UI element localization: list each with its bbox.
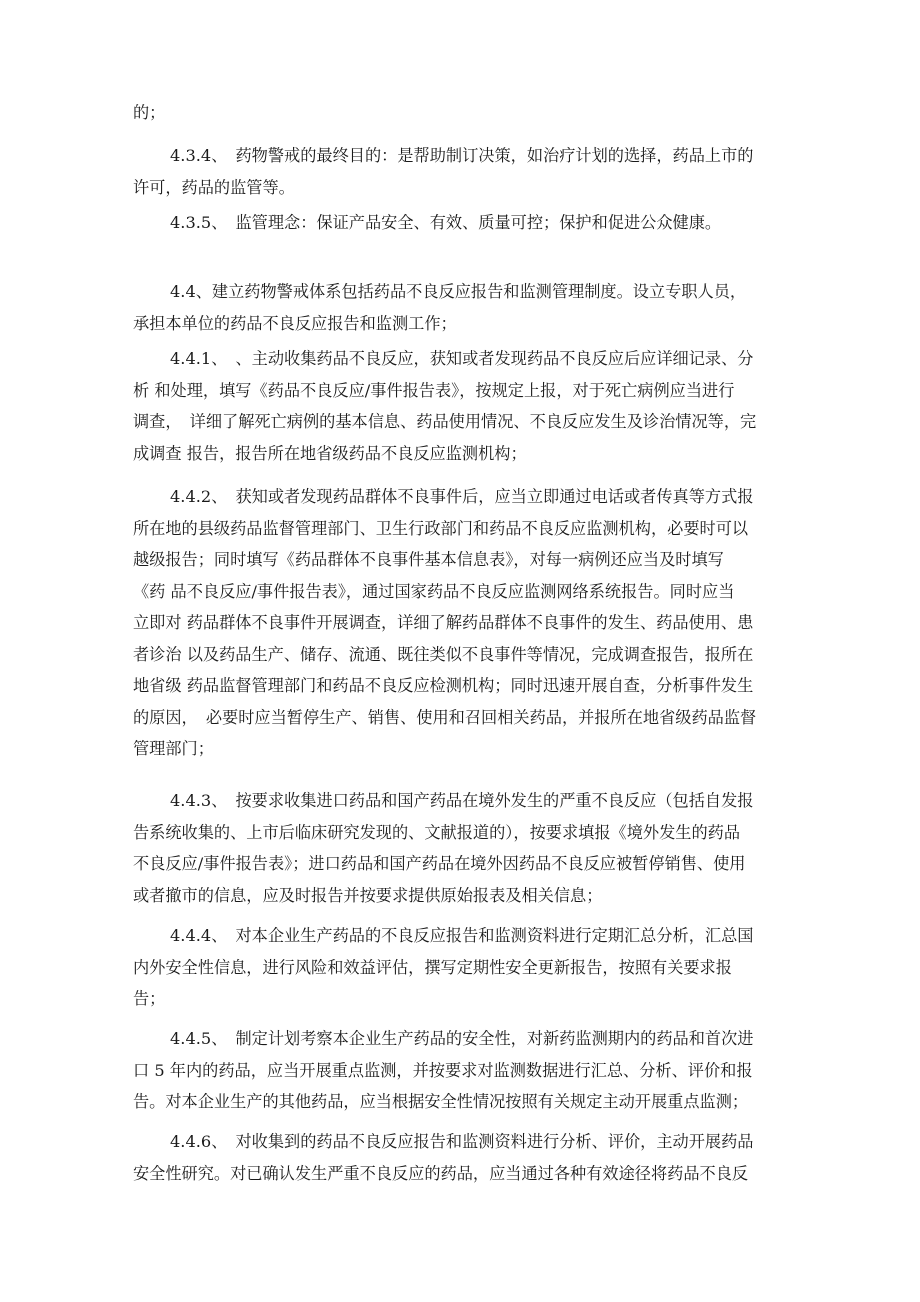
paragraph-4-4-3 [133, 785, 920, 911]
text-line: 告系统收集的、上市后临床研究发现的、文献报道的），按要求填报《境外发生的药品 [133, 822, 741, 842]
text-line: 成调查 报告，报告所在地省级药品不良反应监测机构； [133, 443, 527, 463]
text-line: 告。对本企业生产的其他药品，应当根据安全性情况按照有关规定主动开展重点监测； [133, 1092, 749, 1111]
text-line: 4.4.1、 、主动收集药品不良反应，获知或者发现药品不良反应后应详细记录、分 [170, 349, 754, 368]
text-line: 4.4.4、 对本企业生产药品的不良反应报告和监测资料进行定期汇总分析，汇总国 [170, 926, 754, 945]
text-line: 4.4.6、 对收集到的药品不良反应报告和监测资料进行分析、评价，主动开展药品 [170, 1132, 754, 1151]
text-line: 4.4.3、 按要求收集进口药品和国产药品在境外发生的严重不良反应（包括自发报 [170, 791, 754, 810]
paragraph-4-4-6 [133, 1126, 920, 1189]
text-line: 承担本单位的药品不良反应报告和监测工作； [133, 313, 457, 333]
paragraph-continuation [133, 97, 920, 129]
text-line: 许可，药品的监管等。 [133, 177, 295, 197]
text-line: 口 5 年内的药品，应当开展重点监测，并按要求对监测数据进行汇总、分析、评价和报 [133, 1060, 753, 1080]
paragraph-4-3-4 [133, 140, 920, 203]
text-line: 不良反应/事件报告表》；进口药品和国产药品在境外因药品不良反应被暂停销售、使用 [133, 854, 746, 873]
text-line: 管理部门； [133, 739, 214, 758]
text-line: 4.4.5、 制定计划考察本企业生产药品的安全性，对新药监测期内的药品和首次进 [170, 1029, 754, 1048]
paragraph-4-3-5 [133, 207, 920, 239]
text-line: 所在地的县级药品监督管理部门、卫生行政部门和药品不良反应监测机构，必要时可以 [133, 518, 749, 538]
text-line: 4.3.5、 监管理念：保证产品安全、有效、质量可控；保护和促进公众健康。 [170, 213, 722, 232]
paragraph-4-4-2 [133, 481, 920, 765]
text-line: 析 和处理，填写《药品不良反应/事件报告表》，按规定上报，对于死亡病例应当进行 [133, 380, 735, 400]
paragraph-4-4-1 [133, 343, 920, 469]
text-line: 越级报告；同时填写《药品群体不良事件基本信息表》，对每一病例还应当及时填写 [133, 550, 724, 569]
text-line: 的原因， 必要时应当暂停生产、销售、使用和召回相关药品，并报所在地省级药品监督 [133, 707, 757, 727]
text-line: 内外安全性信息，进行风险和效益评估，撰写定期性安全更新报告，按照有关要求报 [133, 957, 732, 977]
text-line: 4.4.2、 获知或者发现药品群体不良事件后，应当立即通过电话或者传真等方式报 [170, 487, 754, 506]
paragraph-4-4-4 [133, 920, 920, 1015]
text-line: 的； [133, 103, 166, 122]
text-line: 告； [133, 989, 166, 1008]
text-line: 或者撤市的信息，应及时报告并按要求提供原始报表及相关信息； [133, 885, 603, 905]
text-line: 安全性研究。对已确认发生严重不良反应的药品，应当通过各种有效途径将药品不良反 [133, 1163, 749, 1183]
paragraph-4-4-5 [133, 1023, 920, 1118]
text-line: 立即对 药品群体不良事件开展调查，详细了解药品群体不良事件的发生、药品使用、患 [133, 613, 754, 632]
text-line: 《药 品不良反应/事件报告表》，通过国家药品不良反应监测网络系统报告。同时应当 [133, 581, 735, 601]
text-line: 地省级 药品监督管理部门和药品不良反应检测机构；同时迅速开展自查，分析事件发生 [133, 676, 754, 695]
text-line: 4.3.4、 药物警戒的最终目的：是帮助制订决策，如治疗计划的选择，药品上市的 [170, 146, 754, 165]
text-line: 调查， 详细了解死亡病例的基本信息、药品使用情况、不良反应发生及诊治情况等，完 [133, 412, 757, 431]
text-line: 4.4、建立药物警戒体系包括药品不良反应报告和监测管理制度。设立专职人员， [170, 282, 747, 301]
paragraph-4-4 [133, 276, 920, 339]
text-line: 者诊治 以及药品生产、储存、流通、既往类似不良事件等情况，完成调查报告，报所在 [133, 644, 754, 664]
